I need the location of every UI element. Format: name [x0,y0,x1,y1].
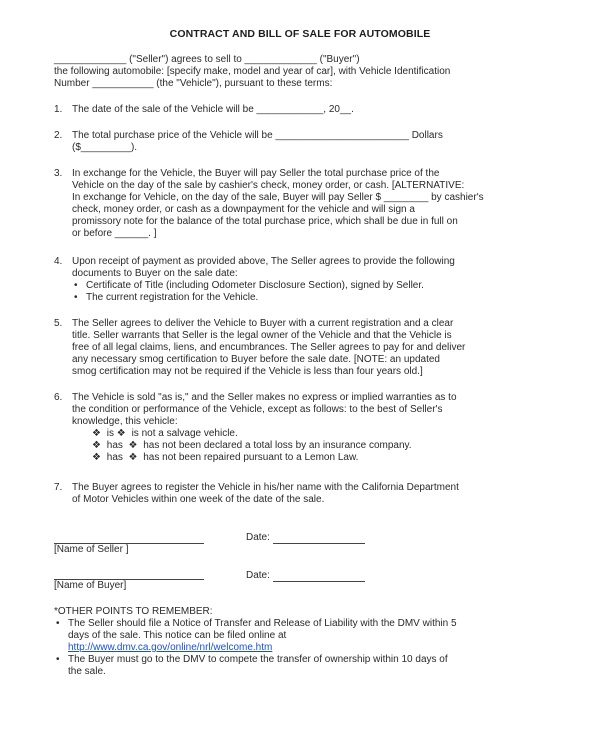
intro-line: Number ___________ (the "Vehicle"), pursuant to these terms: [54,78,333,89]
clause-1 [54,104,554,116]
list-item [54,654,554,678]
diamond-bullet-icon: ❖ [92,428,101,439]
clause-line: of Motor Vehicles within one week of the date of the sale. [72,494,325,505]
diamond-bullet-icon: ❖ [128,440,138,451]
date-label: Date: [246,570,270,581]
seller-date-line[interactable] [273,533,365,544]
clause-line: Vehicle on the day of the sale by cashier's check, money order, or cash. [ALTERNATIVE: [72,180,465,191]
clause-4 [54,256,554,304]
clause-line: smog certification may not be required if the Vehicle is less than four years old.] [72,366,423,377]
seller-date-block [246,532,365,544]
list-item [54,618,554,654]
buyer-date-block [246,570,365,582]
diamond-bullet-icon: ❖ [92,440,101,451]
clause-line: The Buyer agrees to register the Vehicle in his/her name with the California Department [72,482,459,493]
other-points-heading: *OTHER POINTS TO REMEMBER: [54,606,213,617]
point-line: • The Seller should file a Notice of Transfer and Release of Liability with the DMV within 5 [68,618,457,629]
clause-number: 5. [54,318,63,329]
clause-line: ($_________). [72,142,138,153]
clause-line: knowledge, this vehicle: [72,416,178,427]
clause-number: 7. [54,482,63,493]
clause-6 [54,392,554,464]
condition-option: has [106,440,123,451]
clause-line: documents to Buyer on the sale date: [72,268,238,279]
clause-2 [54,130,554,154]
clause-line: The date of the sale of the Vehicle will be ____________, 20__. [72,104,354,115]
seller-signature-line[interactable] [54,532,204,544]
diamond-bullet-icon: ❖ [116,428,126,439]
point-line: • The Buyer must go to the DMV to compete the transfer of ownership within 10 days of [68,654,448,665]
diamond-bullet-icon: ❖ [128,452,138,463]
clause-number: 6. [54,392,63,403]
intro-line: _____________ ("Seller") agrees to sell to _____________ ("Buyer") [54,54,360,65]
condition-item [92,440,554,452]
point-line: days of the sale. This notice can be filed online at [68,630,287,641]
intro-paragraph [54,54,554,90]
clause-line: In exchange for the Vehicle, the Buyer will pay Seller the total purchase price of the [72,168,440,179]
document-list [72,280,554,304]
clause-line: title. Seller warrants that Seller is the legal owner of the Vehicle and that the Vehicle is [72,330,452,341]
clause-line: any necessary smog certification to Buyer before the sale date. [NOTE: an updated [72,354,440,365]
clause-line: The Vehicle is sold "as is," and the Seller makes no express or implied warranties as to [72,392,457,403]
clause-line: or before ______. ] [72,228,157,239]
clause-number: 1. [54,104,63,115]
condition-item [92,428,554,440]
document-title: CONTRACT AND BILL OF SALE FOR AUTOMOBILE [169,28,431,40]
condition-option: is [106,428,115,439]
clause-line: The Seller agrees to deliver the Vehicle to Buyer with a current registration and a clear [72,318,454,329]
condition-item [92,452,554,464]
seller-signature-block [54,532,204,556]
clause-number: 4. [54,256,63,267]
buyer-name-label: [Name of Buyer] [54,580,127,591]
clause-line: promissory note for the balance of the total purchase price, which shall be due in full on [72,216,458,227]
clause-3 [54,168,554,240]
clause-line: the condition or performance of the Vehicle, except as follows: to the best of Seller's [72,404,443,415]
buyer-date-line[interactable] [273,571,365,582]
clause-line: The total purchase price of the Vehicle will be ________________________ Dollars [72,130,443,141]
condition-option: has [106,452,123,463]
buyer-signature-block [54,568,204,592]
seller-name-label: [Name of Seller ] [54,544,129,555]
clause-line: check, money order, or cash as a downpayment for the vehicle and will sign a [72,204,415,215]
condition-text: has not been repaired pursuant to a Lemon Law. [143,452,359,463]
diamond-bullet-icon: ❖ [92,452,101,463]
condition-text: has not been declared a total loss by an insurance company. [143,440,412,451]
clause-5 [54,318,554,378]
other-points [54,606,554,678]
clause-number: 3. [54,168,63,179]
clause-number: 2. [54,130,63,141]
list-item: • The current registration for the Vehicle. [72,292,554,304]
list-item: • Certificate of Title (including Odometer Disclosure Section), signed by Seller. [72,280,554,292]
clause-line: free of all legal claims, liens, and encumbrances. The Seller agrees to pay for and deliver [72,342,466,353]
point-line: the sale. [68,666,106,677]
clause-line: In exchange for Vehicle, on the day of the sale, Buyer will pay Seller $ ________ by cashier's [72,192,484,203]
condition-text: is not a salvage vehicle. [131,428,238,439]
other-points-list [54,618,554,678]
condition-list [92,428,554,464]
date-label: Date: [246,532,270,543]
dmv-link[interactable]: http://www.dmv.ca.gov/online/nrl/welcome.htm [68,642,273,653]
clause-7 [54,482,554,506]
buyer-signature-line[interactable] [54,568,204,580]
intro-line: the following automobile: [specify make, model and year of car], with Vehicle Identification [54,66,451,77]
clause-line: Upon receipt of payment as provided above, The Seller agrees to provide the following [72,256,455,267]
